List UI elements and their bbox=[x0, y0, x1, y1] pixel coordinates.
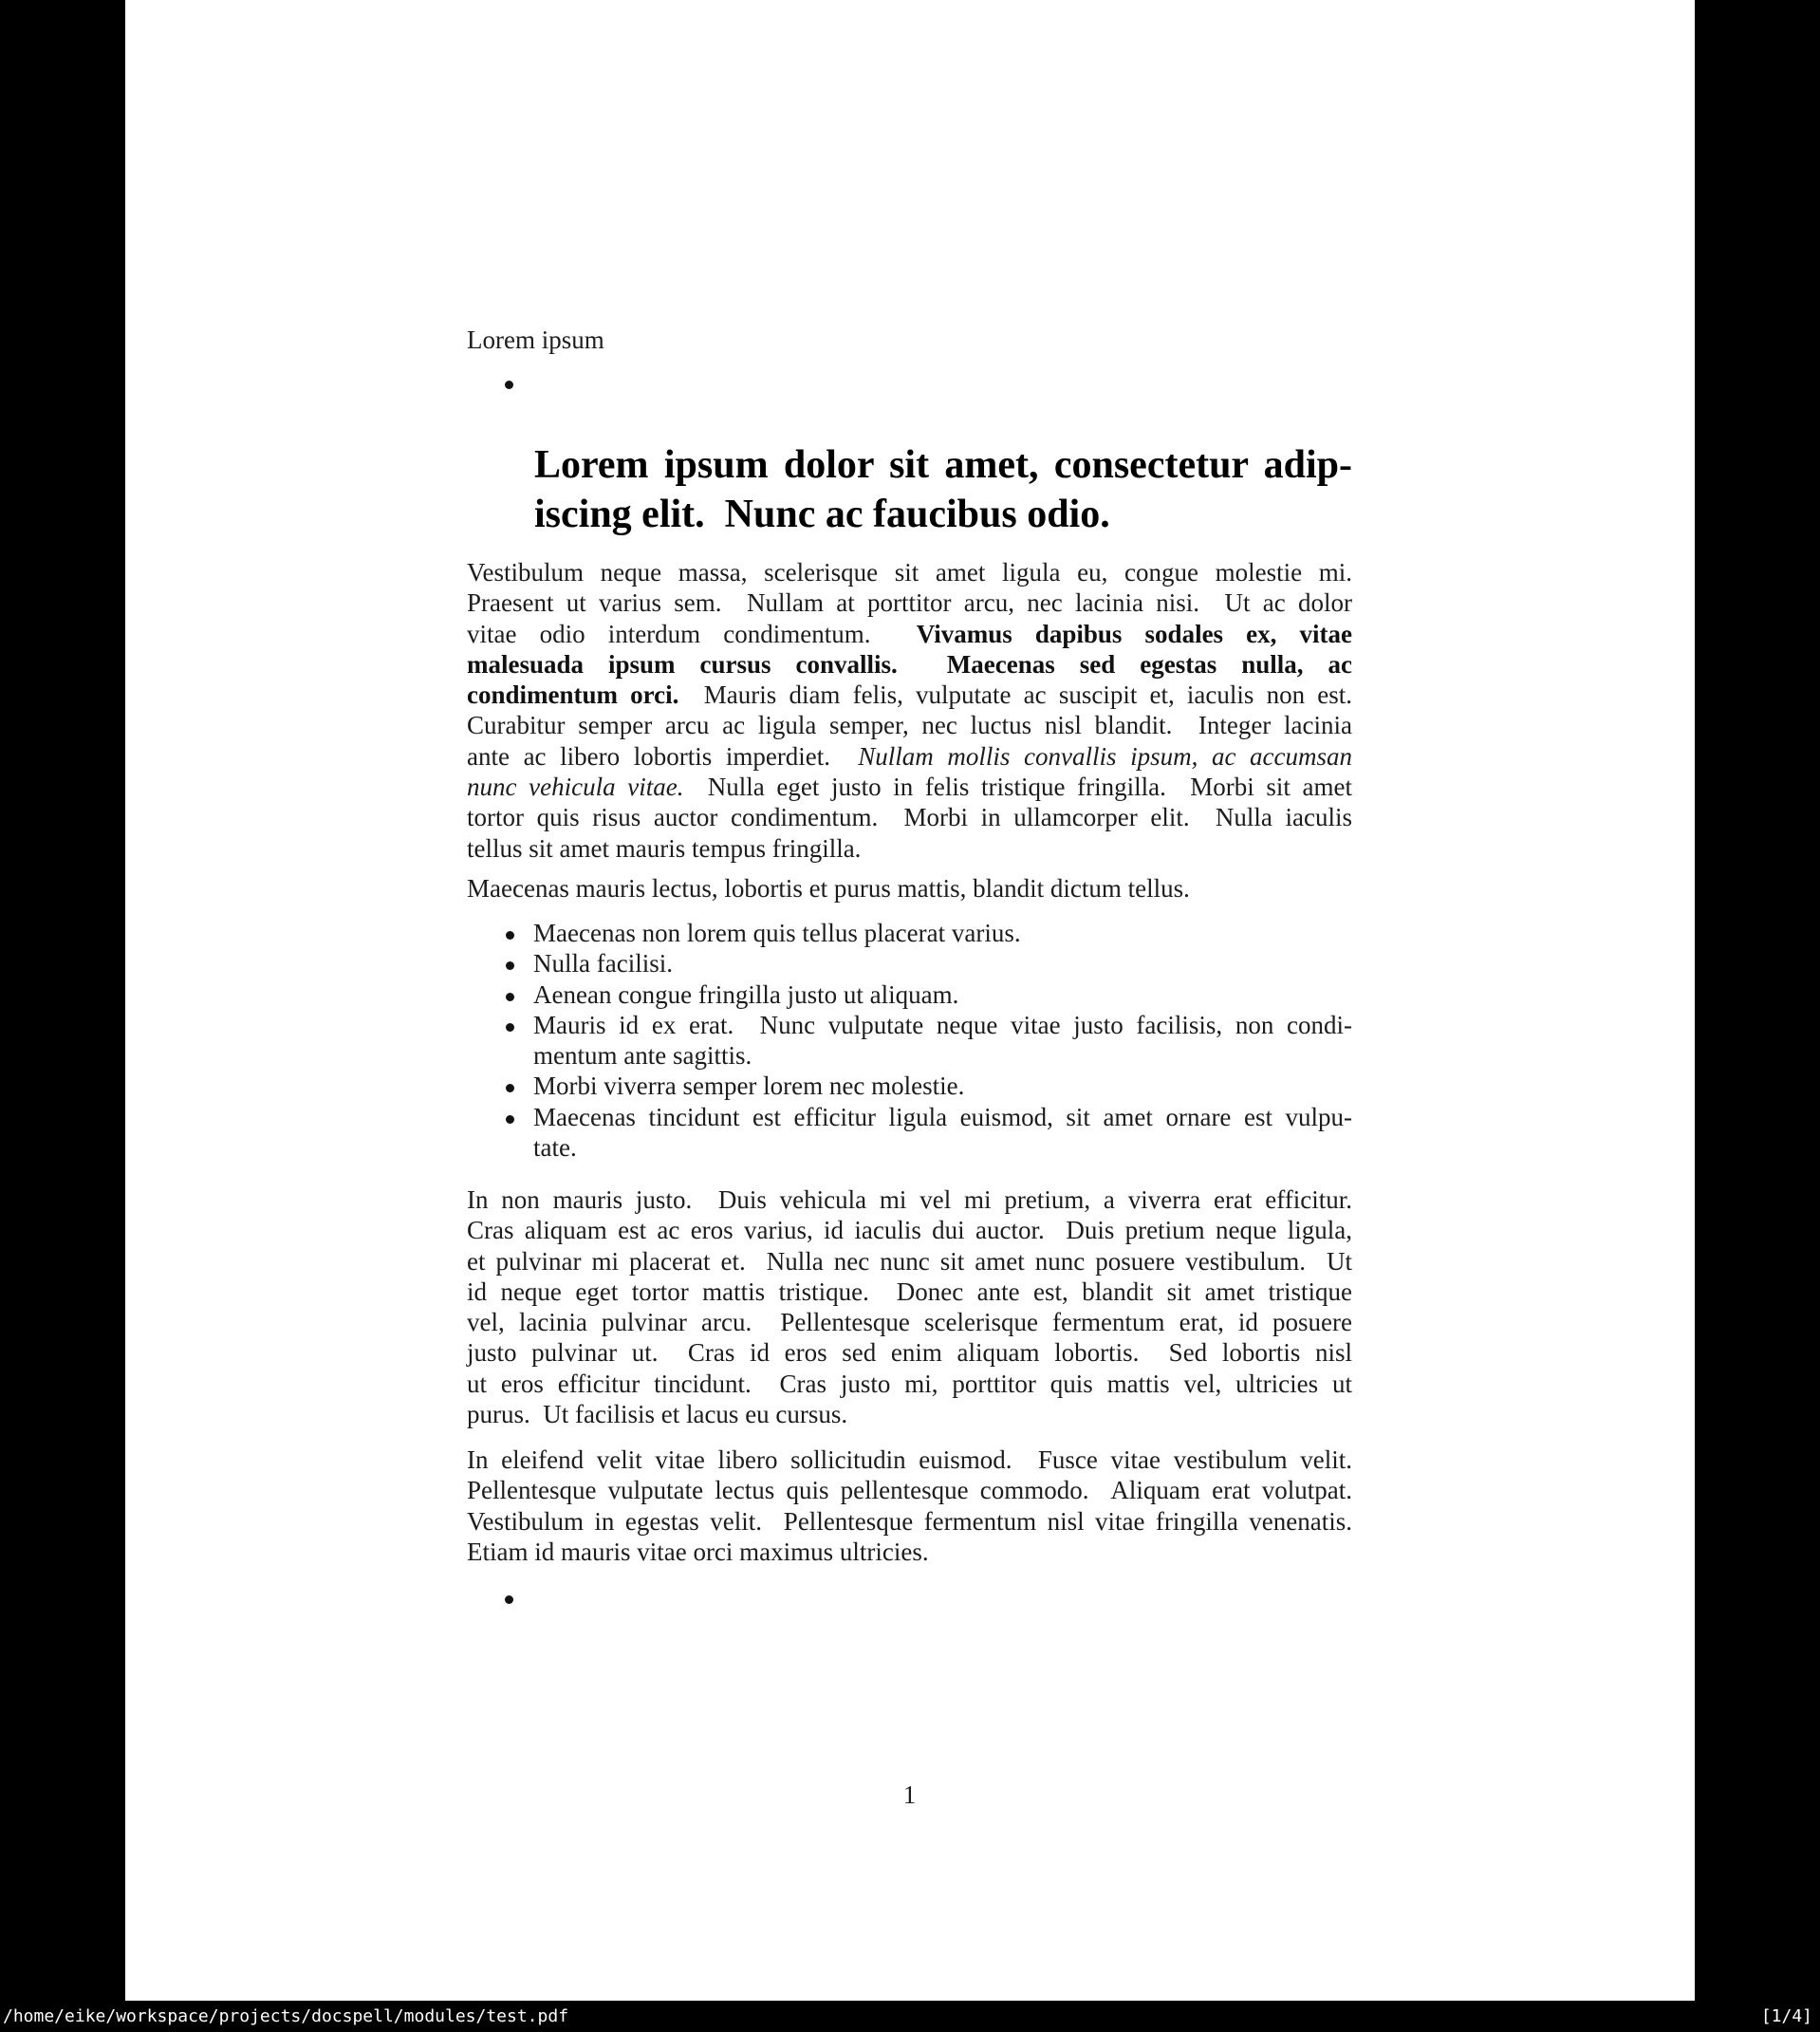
text-line bbox=[467, 833, 861, 864]
text-line bbox=[467, 1399, 847, 1429]
italic-text-run: Nullam mollis convallis ipsum, ac accumsan bbox=[858, 741, 1352, 771]
text-run: In eleifend velit vitae libero sollicitudin euismod. Fusce vitae vestibulum velit. bbox=[467, 1445, 1352, 1474]
text-run: tellus sit amet mauris tempus fringilla. bbox=[467, 833, 862, 863]
text-line bbox=[467, 1369, 1352, 1399]
bullet-icon bbox=[505, 1595, 513, 1604]
bullet-list bbox=[533, 918, 1352, 1163]
text-run: Curabitur semper arcu ac ligula semper, nec luctus nisl blandit. Integer lacinia bbox=[467, 711, 1352, 740]
italic-text-run: nunc vehicula vitae. bbox=[467, 773, 684, 802]
bold-text-run: Vivamus dapibus sodales ex, vitae bbox=[916, 619, 1352, 648]
text-line bbox=[467, 1445, 1352, 1475]
bullet-icon bbox=[506, 931, 514, 940]
bullet-icon bbox=[505, 381, 513, 389]
text-line bbox=[533, 1071, 964, 1101]
text-run: id neque eget tortor mattis tristique. Donec ante est, blandit sit amet tristique bbox=[467, 1277, 1352, 1306]
text-line bbox=[534, 490, 1110, 539]
statusbar-file-path: /home/eike/workspace/projects/docspell/modules/test.pdf bbox=[3, 2006, 569, 2026]
text-run: ante ac libero lobortis imperdiet. bbox=[467, 741, 859, 771]
text-line bbox=[467, 1506, 1352, 1537]
text-line bbox=[467, 1307, 1352, 1337]
section-heading bbox=[534, 440, 1352, 539]
bullet-icon bbox=[506, 961, 514, 970]
text-run: Pellentesque vulputate lectus quis pellentesque commodo. Aliquam erat volutpat. bbox=[467, 1476, 1352, 1505]
text-line bbox=[467, 1215, 1352, 1245]
text-run: justo pulvinar ut. Cras id eros sed enim aliquam lobortis. Sed lobortis nisl bbox=[467, 1338, 1352, 1368]
text-line bbox=[467, 1475, 1352, 1505]
text-line bbox=[533, 1040, 752, 1071]
text-run: Nulla facilisi. bbox=[533, 949, 673, 979]
statusbar-page-indicator: [1/4] bbox=[1760, 2006, 1812, 2026]
text-run: et pulvinar mi placerat et. Nulla nec nunc sit amet nunc posuere vestibulum. Ut bbox=[467, 1246, 1352, 1276]
text-run: tortor quis risus auctor condimentum. Morbi in ullamcorper elit. Nulla iaculis bbox=[467, 803, 1352, 832]
text-line bbox=[467, 772, 1352, 802]
text-run: In non mauris justo. Duis vehicula mi vel mi pretium, a viverra erat efficitur. bbox=[467, 1185, 1352, 1214]
text-line bbox=[533, 948, 673, 979]
page-number: 1 bbox=[902, 1780, 917, 1809]
bold-text-run: malesuada ipsum cursus convallis. Maecenas sed egestas nulla, ac bbox=[467, 649, 1352, 679]
text-run: Etiam id mauris vitae orci maximus ultricies. bbox=[467, 1537, 929, 1566]
text-run: Maecenas tincidunt est efficitur ligula euismod, sit amet ornare est vulpu- bbox=[533, 1102, 1352, 1131]
list-item bbox=[533, 948, 1352, 979]
text-run: Mauris diam felis, vulputate ac suscipit et, iaculis non est. bbox=[678, 680, 1352, 710]
statusbar bbox=[0, 2001, 1820, 2032]
text-run: tate. bbox=[533, 1133, 577, 1163]
text-line bbox=[534, 440, 1352, 490]
body-paragraph-4 bbox=[467, 1445, 1352, 1567]
text-line bbox=[467, 649, 1352, 680]
text-line bbox=[533, 1102, 1352, 1132]
text-run: Aenean congue fringilla justo ut aliquam. bbox=[533, 979, 959, 1009]
text-line bbox=[533, 1010, 1352, 1040]
list-item bbox=[533, 979, 1352, 1010]
text-line bbox=[467, 873, 1190, 904]
bullet-icon bbox=[506, 1023, 514, 1032]
bullet-icon bbox=[506, 1084, 514, 1092]
text-run: Praesent ut varius sem. Nullam at porttitor arcu, nec lacinia nisi. Ut ac dolor bbox=[467, 588, 1352, 618]
body-paragraph-1 bbox=[467, 557, 1352, 864]
intro-label: Lorem ipsum bbox=[467, 326, 604, 354]
text-run: Vestibulum neque massa, scelerisque sit amet ligula eu, congue molestie mi. bbox=[467, 558, 1352, 587]
text-run: Cras aliquam est ac eros varius, id iaculis dui auctor. Duis pretium neque ligula, bbox=[467, 1216, 1352, 1245]
list-item bbox=[533, 918, 1352, 948]
text-run: Maecenas mauris lectus, lobortis et purus mattis, blandit dictum tellus. bbox=[467, 874, 1190, 903]
list-item bbox=[533, 1102, 1352, 1164]
text-run: iscing elit. Nunc ac faucibus odio. bbox=[534, 493, 1110, 536]
text-line bbox=[467, 680, 1352, 710]
text-run: Maecenas non lorem quis tellus placerat varius. bbox=[533, 919, 1021, 947]
bullet-icon bbox=[506, 1115, 514, 1124]
text-run: Morbi viverra semper lorem nec molestie. bbox=[533, 1072, 965, 1101]
bold-text-run: condimentum orci. bbox=[467, 680, 679, 710]
list-item bbox=[533, 1010, 1352, 1072]
text-line bbox=[467, 619, 1352, 649]
text-run: Mauris id ex erat. Nunc vulputate neque vitae justo facilisis, non condi- bbox=[533, 1010, 1352, 1039]
text-run: mentum ante sagittis. bbox=[533, 1041, 752, 1071]
text-run: Lorem ipsum dolor sit amet, consectetur adip- bbox=[534, 443, 1352, 487]
body-paragraph-3 bbox=[467, 1184, 1352, 1429]
text-line bbox=[467, 1337, 1352, 1368]
text-line bbox=[467, 1184, 1352, 1215]
body-paragraph-2 bbox=[467, 873, 1352, 904]
pdf-page[interactable] bbox=[125, 0, 1695, 2001]
text-run: Nulla eget justo in felis tristique fringilla. Morbi sit amet bbox=[683, 773, 1352, 802]
text-line bbox=[467, 710, 1352, 740]
text-line bbox=[533, 1132, 577, 1163]
text-run: purus. Ut facilisis et lacus eu cursus. bbox=[467, 1400, 848, 1429]
list-item bbox=[533, 1071, 1352, 1101]
text-line bbox=[467, 587, 1352, 618]
text-line bbox=[533, 979, 958, 1010]
text-line bbox=[467, 741, 1352, 772]
bullet-icon bbox=[506, 993, 514, 1001]
text-line bbox=[467, 557, 1352, 587]
text-line bbox=[533, 918, 1021, 948]
text-line bbox=[467, 1277, 1352, 1307]
text-line bbox=[467, 1246, 1352, 1277]
text-run: ut eros efficitur tincidunt. Cras justo mi, porttitor quis mattis vel, ultricies ut bbox=[467, 1369, 1352, 1398]
text-run: vel, lacinia pulvinar arcu. Pellentesque scelerisque fermentum erat, id posuere bbox=[467, 1308, 1352, 1337]
text-line bbox=[467, 1537, 929, 1567]
text-run: vitae odio interdum condimentum. bbox=[467, 619, 917, 648]
text-line bbox=[467, 802, 1352, 832]
text-run: Vestibulum in egestas velit. Pellentesque fermentum nisl vitae fringilla venenatis. bbox=[467, 1506, 1352, 1536]
